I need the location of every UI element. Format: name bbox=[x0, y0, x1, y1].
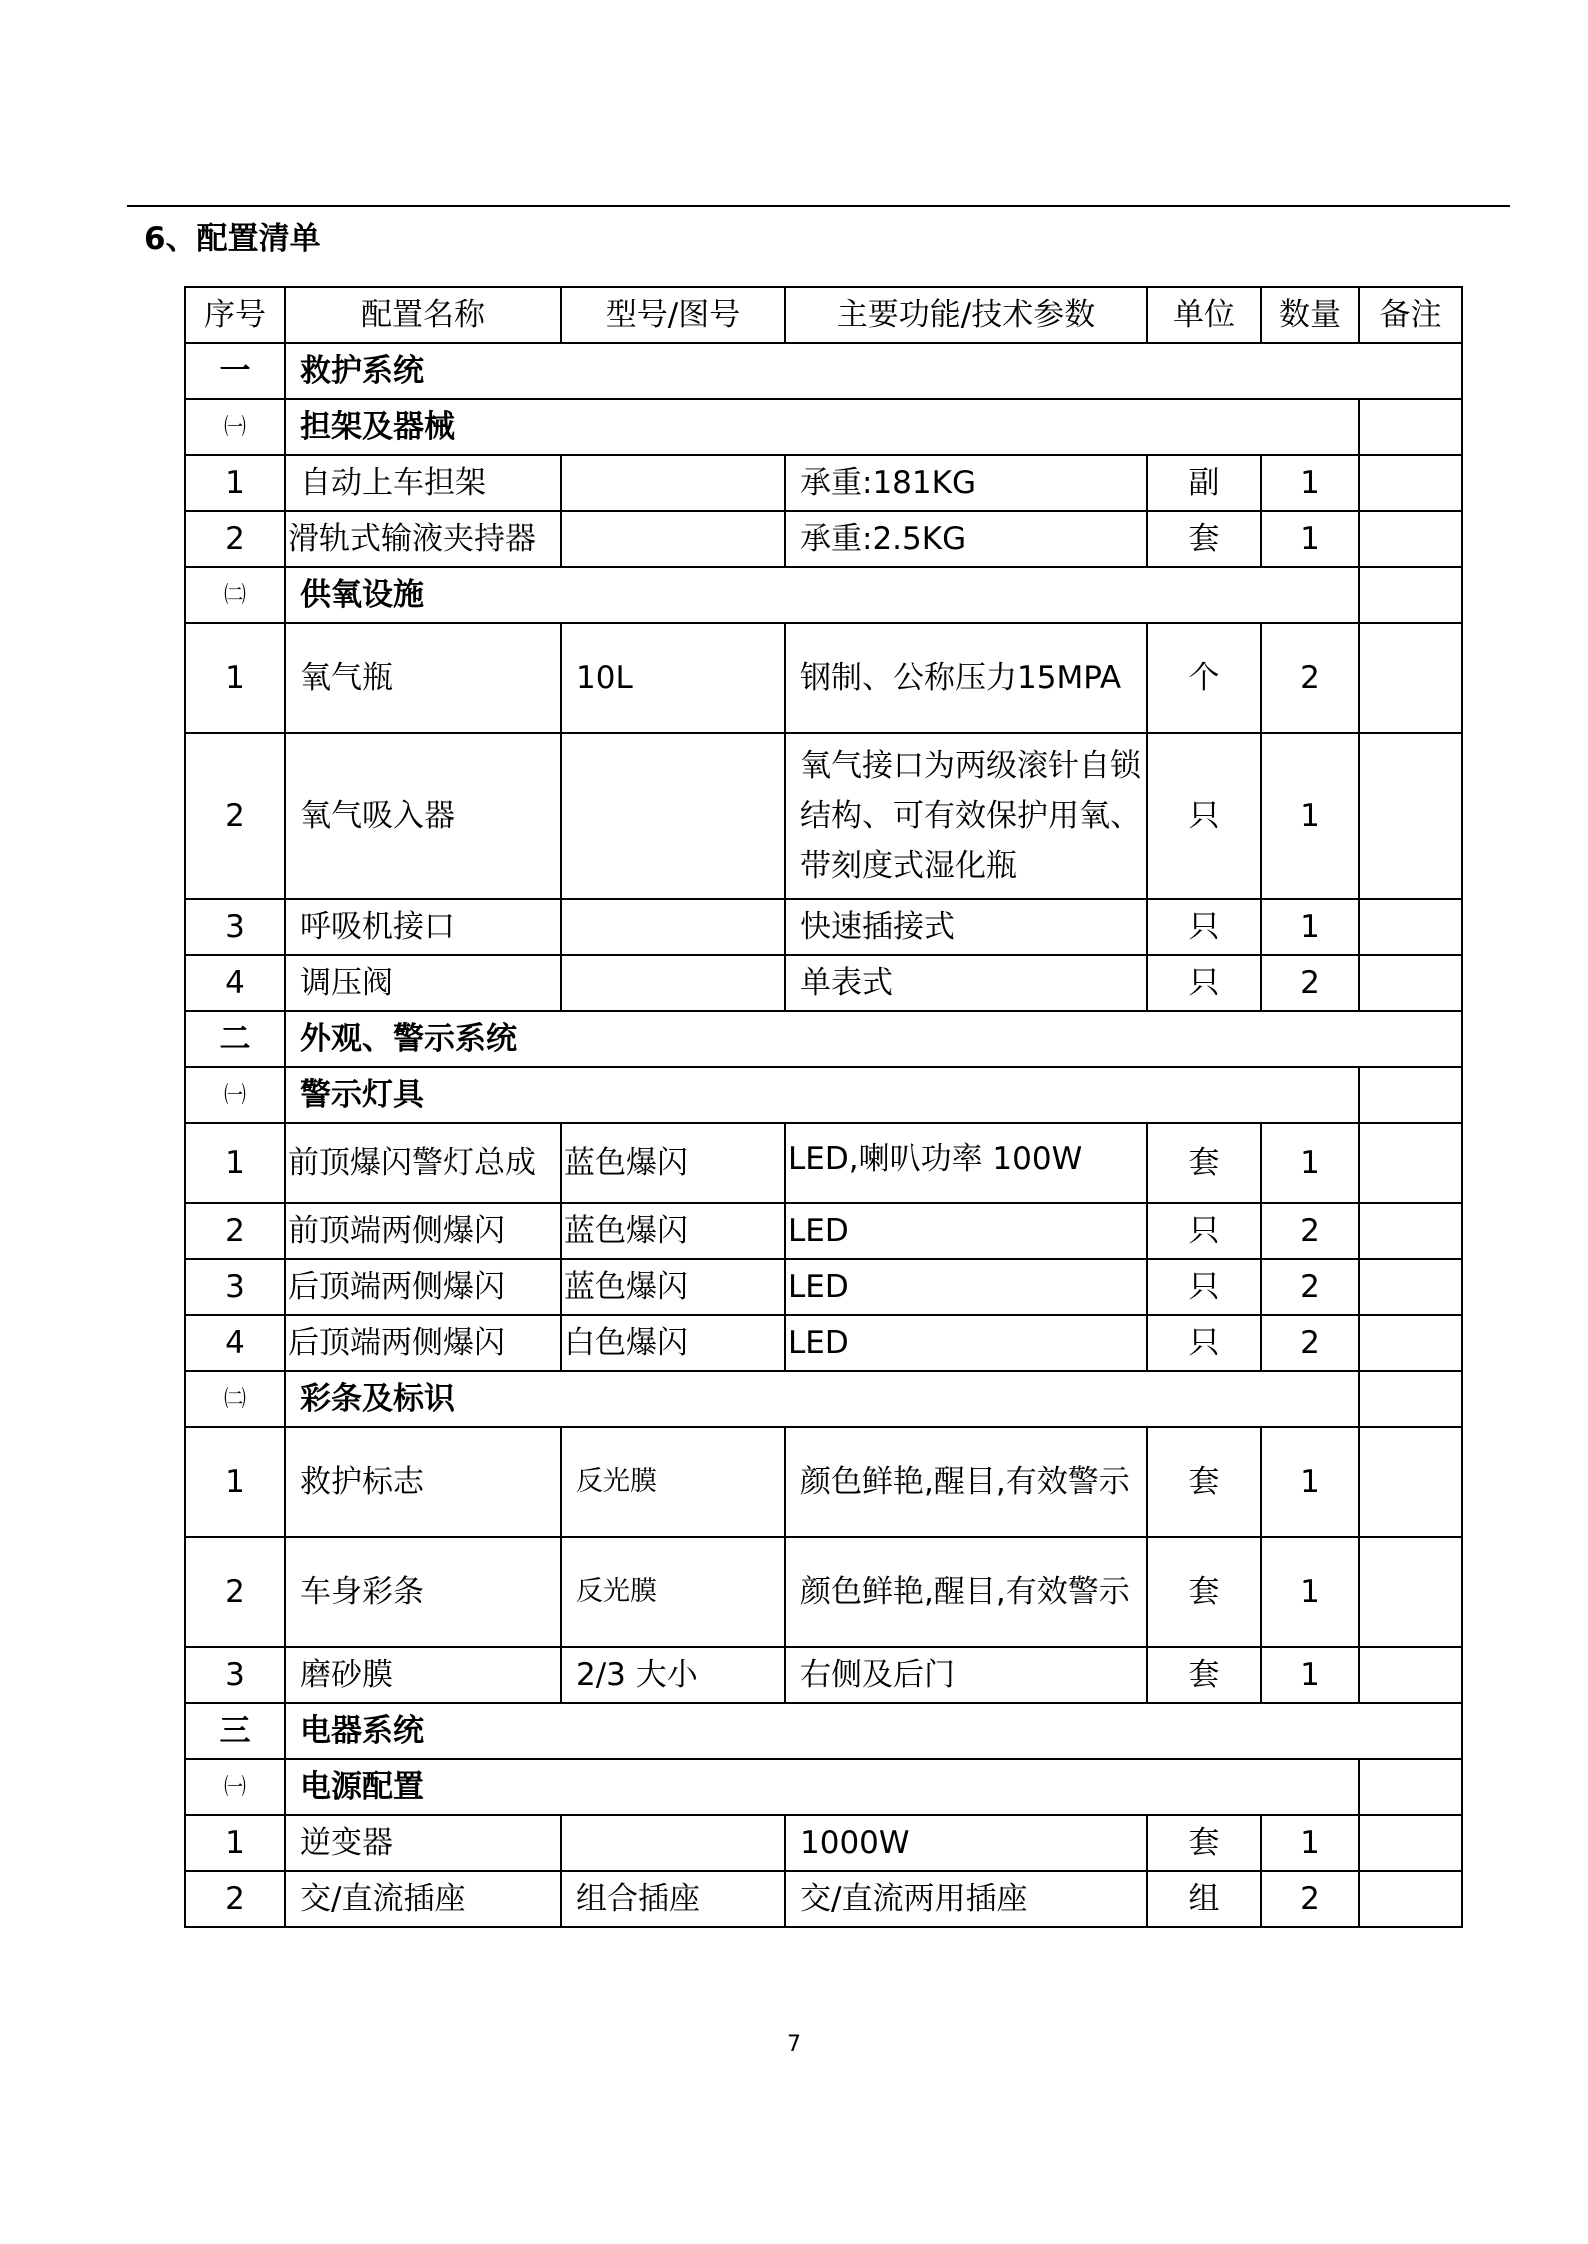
subgroup-title: 电源配置 bbox=[285, 1759, 1359, 1815]
item-unit: 套 bbox=[1147, 1123, 1261, 1203]
table-row bbox=[185, 1759, 1462, 1815]
item-name: 调压阀 bbox=[285, 955, 561, 1011]
item-number: 3 bbox=[185, 1647, 285, 1703]
table-row bbox=[185, 1427, 1462, 1537]
item-model: 组合插座 bbox=[561, 1871, 785, 1927]
configuration-table bbox=[184, 286, 1463, 1928]
item-name: 自动上车担架 bbox=[285, 455, 561, 511]
section-title: 6、配置清单 bbox=[144, 221, 321, 257]
item-unit: 只 bbox=[1147, 1203, 1261, 1259]
table-row bbox=[185, 1371, 1462, 1427]
item-note bbox=[1359, 899, 1462, 955]
group-number: 三 bbox=[185, 1703, 285, 1759]
subgroup-number: ㈡ bbox=[185, 1371, 285, 1427]
item-qty: 2 bbox=[1261, 623, 1359, 733]
item-name: 氧气吸入器 bbox=[285, 733, 561, 899]
note-cell bbox=[1359, 1759, 1462, 1815]
table-row bbox=[185, 1067, 1462, 1123]
item-model bbox=[561, 1815, 785, 1871]
table-row bbox=[185, 1011, 1462, 1067]
item-model bbox=[561, 455, 785, 511]
subgroup-number: ㈠ bbox=[185, 399, 285, 455]
item-number: 4 bbox=[185, 955, 285, 1011]
item-note bbox=[1359, 623, 1462, 733]
table-row bbox=[185, 899, 1462, 955]
item-qty: 1 bbox=[1261, 1537, 1359, 1647]
table-row bbox=[185, 1315, 1462, 1371]
item-model: 10L bbox=[561, 623, 785, 733]
note-cell bbox=[1359, 567, 1462, 623]
item-number: 3 bbox=[185, 1259, 285, 1315]
item-qty: 2 bbox=[1261, 1871, 1359, 1927]
group-title: 救护系统 bbox=[285, 343, 1462, 399]
item-number: 1 bbox=[185, 1815, 285, 1871]
item-spec: LED,喇叭功率 100W bbox=[785, 1123, 1147, 1203]
subgroup-title: 担架及器械 bbox=[285, 399, 1359, 455]
item-unit: 副 bbox=[1147, 455, 1261, 511]
item-unit: 只 bbox=[1147, 1315, 1261, 1371]
item-note bbox=[1359, 1123, 1462, 1203]
subgroup-number: ㈡ bbox=[185, 567, 285, 623]
item-unit: 只 bbox=[1147, 733, 1261, 899]
item-unit: 套 bbox=[1147, 511, 1261, 567]
item-name: 救护标志 bbox=[285, 1427, 561, 1537]
item-model bbox=[561, 733, 785, 899]
table-row bbox=[185, 1703, 1462, 1759]
item-qty: 2 bbox=[1261, 1203, 1359, 1259]
group-number: 二 bbox=[185, 1011, 285, 1067]
item-number: 2 bbox=[185, 1203, 285, 1259]
item-unit: 套 bbox=[1147, 1815, 1261, 1871]
item-number: 2 bbox=[185, 733, 285, 899]
item-qty: 1 bbox=[1261, 1647, 1359, 1703]
table-header-row bbox=[185, 287, 1462, 343]
item-spec: 氧气接口为两级滚针自锁结构、可有效保护用氧、带刻度式湿化瓶 bbox=[785, 733, 1147, 899]
group-title: 外观、警示系统 bbox=[285, 1011, 1462, 1067]
table-row bbox=[185, 1871, 1462, 1927]
item-number: 1 bbox=[185, 1123, 285, 1203]
note-cell bbox=[1359, 399, 1462, 455]
subgroup-number: ㈠ bbox=[185, 1759, 285, 1815]
item-model: 白色爆闪 bbox=[561, 1315, 785, 1371]
item-note bbox=[1359, 733, 1462, 899]
item-spec: 1000W bbox=[785, 1815, 1147, 1871]
item-number: 2 bbox=[185, 1537, 285, 1647]
item-unit: 套 bbox=[1147, 1427, 1261, 1537]
item-unit: 只 bbox=[1147, 899, 1261, 955]
item-spec: LED bbox=[785, 1203, 1147, 1259]
item-spec: LED bbox=[785, 1259, 1147, 1315]
item-model: 蓝色爆闪 bbox=[561, 1203, 785, 1259]
table-row bbox=[185, 1259, 1462, 1315]
item-spec: 快速插接式 bbox=[785, 899, 1147, 955]
item-note bbox=[1359, 1871, 1462, 1927]
item-note bbox=[1359, 1427, 1462, 1537]
item-model bbox=[561, 955, 785, 1011]
item-spec: 承重:2.5KG bbox=[785, 511, 1147, 567]
item-qty: 2 bbox=[1261, 1259, 1359, 1315]
item-name: 磨砂膜 bbox=[285, 1647, 561, 1703]
header-cell: 型号/图号 bbox=[561, 287, 785, 343]
item-number: 3 bbox=[185, 899, 285, 955]
note-cell bbox=[1359, 1067, 1462, 1123]
item-note bbox=[1359, 455, 1462, 511]
header-cell: 单位 bbox=[1147, 287, 1261, 343]
table-row bbox=[185, 623, 1462, 733]
header-cell: 序号 bbox=[185, 287, 285, 343]
item-model: 蓝色爆闪 bbox=[561, 1259, 785, 1315]
item-name: 后顶端两侧爆闪 bbox=[285, 1315, 561, 1371]
header-cell: 主要功能/技术参数 bbox=[785, 287, 1147, 343]
header-cell: 备注 bbox=[1359, 287, 1462, 343]
item-note bbox=[1359, 511, 1462, 567]
item-spec: 交/直流两用插座 bbox=[785, 1871, 1147, 1927]
item-qty: 1 bbox=[1261, 1427, 1359, 1537]
subgroup-number: ㈠ bbox=[185, 1067, 285, 1123]
item-spec: 单表式 bbox=[785, 955, 1147, 1011]
header-cell: 数量 bbox=[1261, 287, 1359, 343]
item-note bbox=[1359, 1259, 1462, 1315]
item-unit: 只 bbox=[1147, 1259, 1261, 1315]
item-name: 车身彩条 bbox=[285, 1537, 561, 1647]
item-spec: 颜色鲜艳,醒目,有效警示 bbox=[785, 1427, 1147, 1537]
item-number: 1 bbox=[185, 623, 285, 733]
item-name: 氧气瓶 bbox=[285, 623, 561, 733]
table-row bbox=[185, 1537, 1462, 1647]
table-row bbox=[185, 511, 1462, 567]
header-cell: 配置名称 bbox=[285, 287, 561, 343]
table-row bbox=[185, 1203, 1462, 1259]
item-qty: 2 bbox=[1261, 1315, 1359, 1371]
item-name: 交/直流插座 bbox=[285, 1871, 561, 1927]
item-note bbox=[1359, 1203, 1462, 1259]
item-qty: 1 bbox=[1261, 733, 1359, 899]
item-spec: 钢制、公称压力15MPA bbox=[785, 623, 1147, 733]
item-unit: 只 bbox=[1147, 955, 1261, 1011]
item-spec: LED bbox=[785, 1315, 1147, 1371]
group-title: 电器系统 bbox=[285, 1703, 1462, 1759]
item-qty: 1 bbox=[1261, 455, 1359, 511]
header-rule bbox=[127, 205, 1510, 207]
item-model: 反光膜 bbox=[561, 1537, 785, 1647]
subgroup-title: 彩条及标识 bbox=[285, 1371, 1359, 1427]
item-name: 前顶爆闪警灯总成 bbox=[285, 1123, 561, 1203]
item-model bbox=[561, 899, 785, 955]
item-note bbox=[1359, 955, 1462, 1011]
item-number: 2 bbox=[185, 511, 285, 567]
item-unit: 套 bbox=[1147, 1647, 1261, 1703]
item-name: 前顶端两侧爆闪 bbox=[285, 1203, 561, 1259]
table-row bbox=[185, 1647, 1462, 1703]
item-qty: 2 bbox=[1261, 955, 1359, 1011]
item-unit: 组 bbox=[1147, 1871, 1261, 1927]
table-row bbox=[185, 399, 1462, 455]
table-row bbox=[185, 343, 1462, 399]
group-number: 一 bbox=[185, 343, 285, 399]
page-number: 7 bbox=[787, 2032, 801, 2057]
item-name: 后顶端两侧爆闪 bbox=[285, 1259, 561, 1315]
item-model bbox=[561, 511, 785, 567]
item-qty: 1 bbox=[1261, 511, 1359, 567]
item-unit: 套 bbox=[1147, 1537, 1261, 1647]
item-qty: 1 bbox=[1261, 1815, 1359, 1871]
table-row bbox=[185, 955, 1462, 1011]
item-name: 呼吸机接口 bbox=[285, 899, 561, 955]
subgroup-title: 供氧设施 bbox=[285, 567, 1359, 623]
item-number: 1 bbox=[185, 1427, 285, 1537]
item-spec: 右侧及后门 bbox=[785, 1647, 1147, 1703]
item-qty: 1 bbox=[1261, 899, 1359, 955]
table-row bbox=[185, 455, 1462, 511]
table-row bbox=[185, 733, 1462, 899]
item-name: 滑轨式输液夹持器 bbox=[285, 511, 561, 567]
table-row bbox=[185, 1815, 1462, 1871]
item-number: 1 bbox=[185, 455, 285, 511]
table-row bbox=[185, 567, 1462, 623]
table-row bbox=[185, 1123, 1462, 1203]
item-model: 蓝色爆闪 bbox=[561, 1123, 785, 1203]
item-number: 2 bbox=[185, 1871, 285, 1927]
item-model: 反光膜 bbox=[561, 1427, 785, 1537]
item-spec: 颜色鲜艳,醒目,有效警示 bbox=[785, 1537, 1147, 1647]
item-note bbox=[1359, 1315, 1462, 1371]
item-note bbox=[1359, 1537, 1462, 1647]
item-name: 逆变器 bbox=[285, 1815, 561, 1871]
item-unit: 个 bbox=[1147, 623, 1261, 733]
item-note bbox=[1359, 1815, 1462, 1871]
item-note bbox=[1359, 1647, 1462, 1703]
item-number: 4 bbox=[185, 1315, 285, 1371]
item-qty: 1 bbox=[1261, 1123, 1359, 1203]
note-cell bbox=[1359, 1371, 1462, 1427]
item-spec: 承重:181KG bbox=[785, 455, 1147, 511]
item-model: 2/3 大小 bbox=[561, 1647, 785, 1703]
subgroup-title: 警示灯具 bbox=[285, 1067, 1359, 1123]
